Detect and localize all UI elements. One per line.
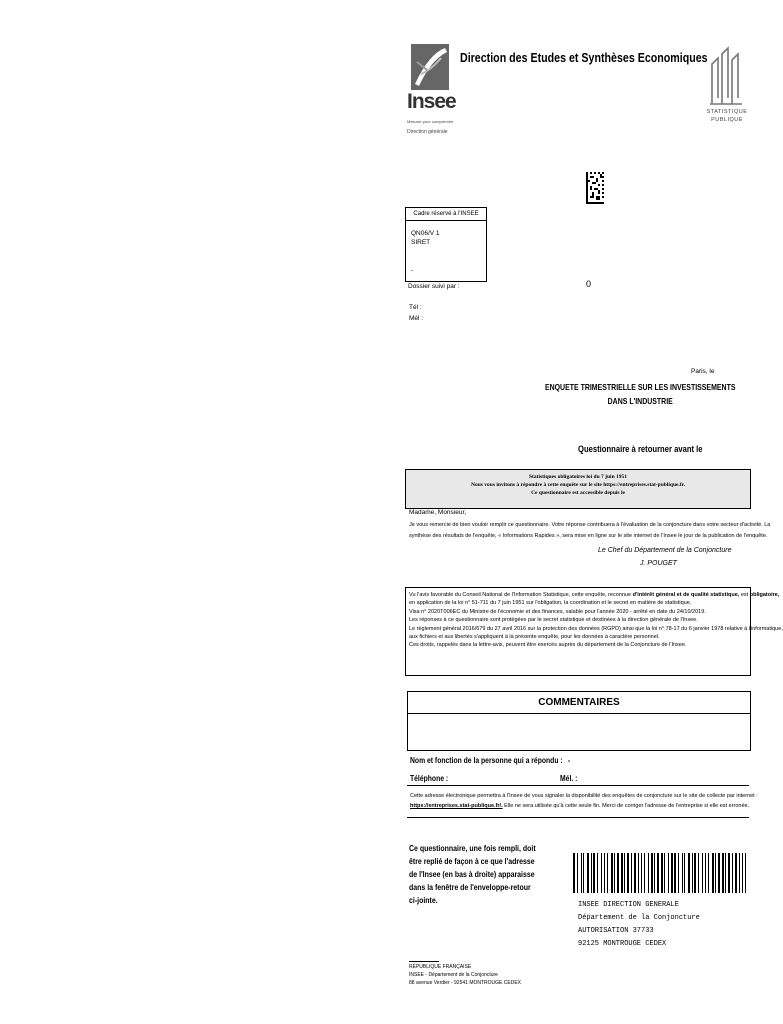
return-instructions — [409, 842, 536, 907]
footer-line1: RÉPUBLIQUE FRANÇAISE — [409, 964, 472, 970]
barcode-bar — [611, 853, 613, 893]
email-note-line2-rest: Elle ne sera utilisée qu'à cette seule fin. Merci de corriger l'adresse de l'entreprise si elle est erronée. — [502, 803, 750, 809]
legal-line3: Visa n° 2020T006EC du Ministre de l'économie et des finances, valable pour l'année 2020 - arrêté en date du 24/10/2019. — [409, 608, 706, 615]
comments-box — [407, 691, 751, 751]
comments-title: COMMENTAIRES — [408, 692, 750, 714]
body-para-line1: Je vous remercie de bien vouloir remplir ce questionnaire. Votre réponse contribuera à l'évaluation de la conjoncture dans votre secteur d'activité. La — [409, 522, 771, 528]
barcode-bar — [634, 853, 636, 893]
barcode-bar — [644, 853, 645, 893]
respondent-value[interactable]: - — [567, 756, 571, 765]
legal-line7: Ces droits, rappelés dans la lettre-avis, peuvent être exercés auprès du département de la Conjoncture de l'Insee. — [409, 642, 687, 649]
barcode-bar — [735, 853, 737, 893]
legal-line2: en application de la loi n° 51-711 du 7 juin 1951 sur l'obligation, la coordination et le secret en matière de statistique. — [409, 600, 692, 607]
divider — [407, 785, 749, 786]
footer-line3: 88 avenue Verdier - 92541 MONTROUGE CEDEX — [409, 980, 521, 986]
insee-logo — [403, 44, 456, 140]
stat-logo-text — [706, 108, 748, 124]
mel-field-label: Mél. : — [560, 774, 578, 783]
respondent-label-text: Nom et fonction de la personne qui a répondu : — [410, 756, 563, 765]
barcode-bar — [648, 853, 649, 893]
legal-line6: aux fichiers et aux libertés s'appliquent à la présente enquête, pour les données à caractère personnel. — [409, 634, 660, 641]
barcode-bar — [593, 853, 595, 893]
barcode-bar — [638, 853, 639, 893]
barcode-bar — [573, 853, 575, 893]
barcode-bar — [583, 853, 584, 893]
barcode-bar — [702, 853, 703, 893]
statistique-publique-logo — [706, 44, 746, 140]
barcode-bar — [688, 853, 690, 893]
notice-line2: Nous vous invitons à répondre à cette enquête sur le site https://entreprises.stat-publique.fr. — [471, 482, 685, 488]
address-line1: INSEE DIRECTION GENERALE — [578, 901, 679, 909]
barcode-bar — [614, 853, 615, 893]
barcode-bar — [678, 853, 679, 893]
insee-logo-tagline: Mesurer pour comprendre — [407, 119, 454, 124]
barcode-bar — [684, 853, 685, 893]
mel-label: Mél : — [409, 315, 424, 322]
phone-label: Téléphone : — [410, 774, 449, 783]
return-before-label: Questionnaire à retourner avant le — [578, 444, 703, 454]
footer-line2: INSEE - Département de la Conjoncture — [409, 972, 498, 978]
barcode-bar — [745, 853, 746, 893]
barcode-bar — [722, 853, 724, 893]
dossier-suivi-label: Dossier suivi par : — [408, 283, 460, 290]
barcode-bar — [631, 853, 632, 893]
address-line3: AUTORISATION 37733 — [578, 927, 654, 935]
dossier-zero: 0 — [586, 279, 592, 289]
barcode-bar — [694, 853, 696, 893]
cadre-line1: QN06/V 1 — [411, 230, 440, 237]
barcode-bar — [657, 853, 659, 893]
datamatrix-code-icon — [586, 172, 604, 204]
email-note-line1: Cette adresse électronique permettra à l'Insee de vous signaler la disponibilité des enquêtes de conjoncture sur le site de collecte par internet : — [410, 793, 758, 799]
comments-field[interactable] — [408, 714, 750, 750]
barcode-bar — [705, 853, 706, 893]
stat-logo-icon — [706, 44, 746, 106]
barcode-icon — [573, 853, 751, 893]
legal-line1c: est — [739, 592, 750, 598]
statistiques-obligatoires-box — [405, 469, 751, 509]
insee-logo-mark — [411, 44, 449, 90]
barcode-bar — [591, 853, 592, 893]
legal-line1 — [406, 591, 780, 599]
salutation: Madame, Monsieur, — [409, 509, 467, 516]
cadre-line3: - — [411, 267, 414, 274]
barcode-bar — [725, 853, 726, 893]
barcode-bar — [674, 853, 676, 893]
legal-line1d: obligatoire, — [749, 592, 780, 598]
body-para-line2: synthèse des résultats de l'enquête, « Informations Rapides », sera mise en ligne sur le site internet de l'Insee le jour de la publication de l'enquête. — [409, 533, 768, 539]
insee-logo-word: Insee — [407, 90, 456, 113]
survey-title-line2: DANS L'INDUSTRIE — [607, 396, 673, 406]
footer — [409, 963, 521, 987]
stat-logo-line2: PUBLIQUE — [711, 117, 743, 123]
barcode-bar — [664, 853, 665, 893]
insee-logo-direction: Direction générale — [407, 129, 448, 135]
address-line2: Département de la Conjoncture — [578, 914, 700, 922]
notice-line3: Ce questionnaire est accessible depuis le — [531, 490, 625, 496]
cadre-title: Cadre réservé à l'INSEE — [406, 208, 486, 221]
barcode-bar — [682, 853, 683, 893]
barcode-bar — [715, 853, 716, 893]
barcode-bar — [671, 853, 673, 893]
legal-line5: Le règlement général 2016/679 du 27 avril 2016 sur la protection des données (RGPD) ainsi que la loi n° 78-17 du 6 janvier 1978 relative à l'informatique, — [409, 625, 783, 632]
barcode-bar — [577, 853, 578, 893]
barcode-bar — [698, 853, 699, 893]
survey-title-line1: ENQUETE TRIMESTRIELLE SUR LES INVESTISSEMENTS — [544, 382, 736, 392]
barcode-bar — [728, 853, 730, 893]
letter-place: Paris, le — [691, 368, 715, 375]
return-address — [578, 899, 700, 951]
barcode-bar — [601, 853, 602, 893]
barcode-bar — [742, 853, 743, 893]
barcode-bar — [661, 853, 663, 893]
barcode-bar — [718, 853, 720, 893]
return-line4: dans la fenêtre de l'enveloppe-retour — [409, 882, 531, 892]
divider — [407, 817, 749, 818]
barcode-bar — [654, 853, 655, 893]
barcode-bar — [581, 853, 582, 893]
stat-logo-line1: STATISTIQUE — [706, 109, 748, 115]
cadre-siret: SIRET — [411, 239, 431, 246]
notice-line1: Statistiques obligatoires loi du 7 juin 1951 — [529, 474, 627, 480]
collect-site-link[interactable]: https://entreprises.stat-publique.fr/. — [410, 803, 503, 809]
barcode-bar — [627, 853, 629, 893]
footer-rule — [409, 961, 439, 962]
legal-line4: Les réponses à ce questionnaire sont protégées par le secret statistique et destinées à la direction générale de l'Insee. — [409, 617, 698, 624]
signature-line2: J. POUGET — [640, 560, 677, 567]
barcode-bar — [692, 853, 693, 893]
signature-line1: Le Chef du Département de la Conjoncture — [598, 547, 732, 554]
barcode-bar — [597, 853, 598, 893]
barcode-bar — [624, 853, 625, 893]
barcode-bar — [621, 853, 623, 893]
respondent-label — [410, 756, 570, 765]
barcode-bar — [607, 853, 608, 893]
return-line1: Ce questionnaire, une fois rempli, doit — [409, 843, 536, 853]
barcode-bar — [587, 853, 589, 893]
return-line2: être replié de façon à ce que l'adresse — [409, 856, 535, 866]
tel-label: Tél : — [409, 304, 422, 311]
barcode-bar — [668, 853, 669, 893]
page-title: Direction des Etudes et Synthèses Economiques — [460, 50, 708, 65]
return-line3: de l'Insee (en bas à droite) apparaisse — [409, 869, 535, 879]
barcode-bar — [651, 853, 653, 893]
barcode-bar — [739, 853, 740, 893]
barcode-bar — [604, 853, 605, 893]
barcode-bar — [732, 853, 733, 893]
barcode-bar — [617, 853, 619, 893]
barcode-bar — [641, 853, 642, 893]
email-note-line2 — [410, 803, 749, 809]
legal-line1b: d'intérêt général et de qualité statistique, — [632, 592, 740, 598]
return-line5: ci-jointe. — [409, 895, 438, 905]
legal-notice-box — [405, 587, 783, 676]
barcode-bar — [712, 853, 714, 893]
barcode-bar — [708, 853, 709, 893]
address-line4: 92125 MONTROUGE CEDEX — [578, 940, 667, 948]
legal-line1a: Vu l'avis favorable du Conseil National de l'Information Statistique, cette enquête, reconnue — [409, 592, 633, 598]
